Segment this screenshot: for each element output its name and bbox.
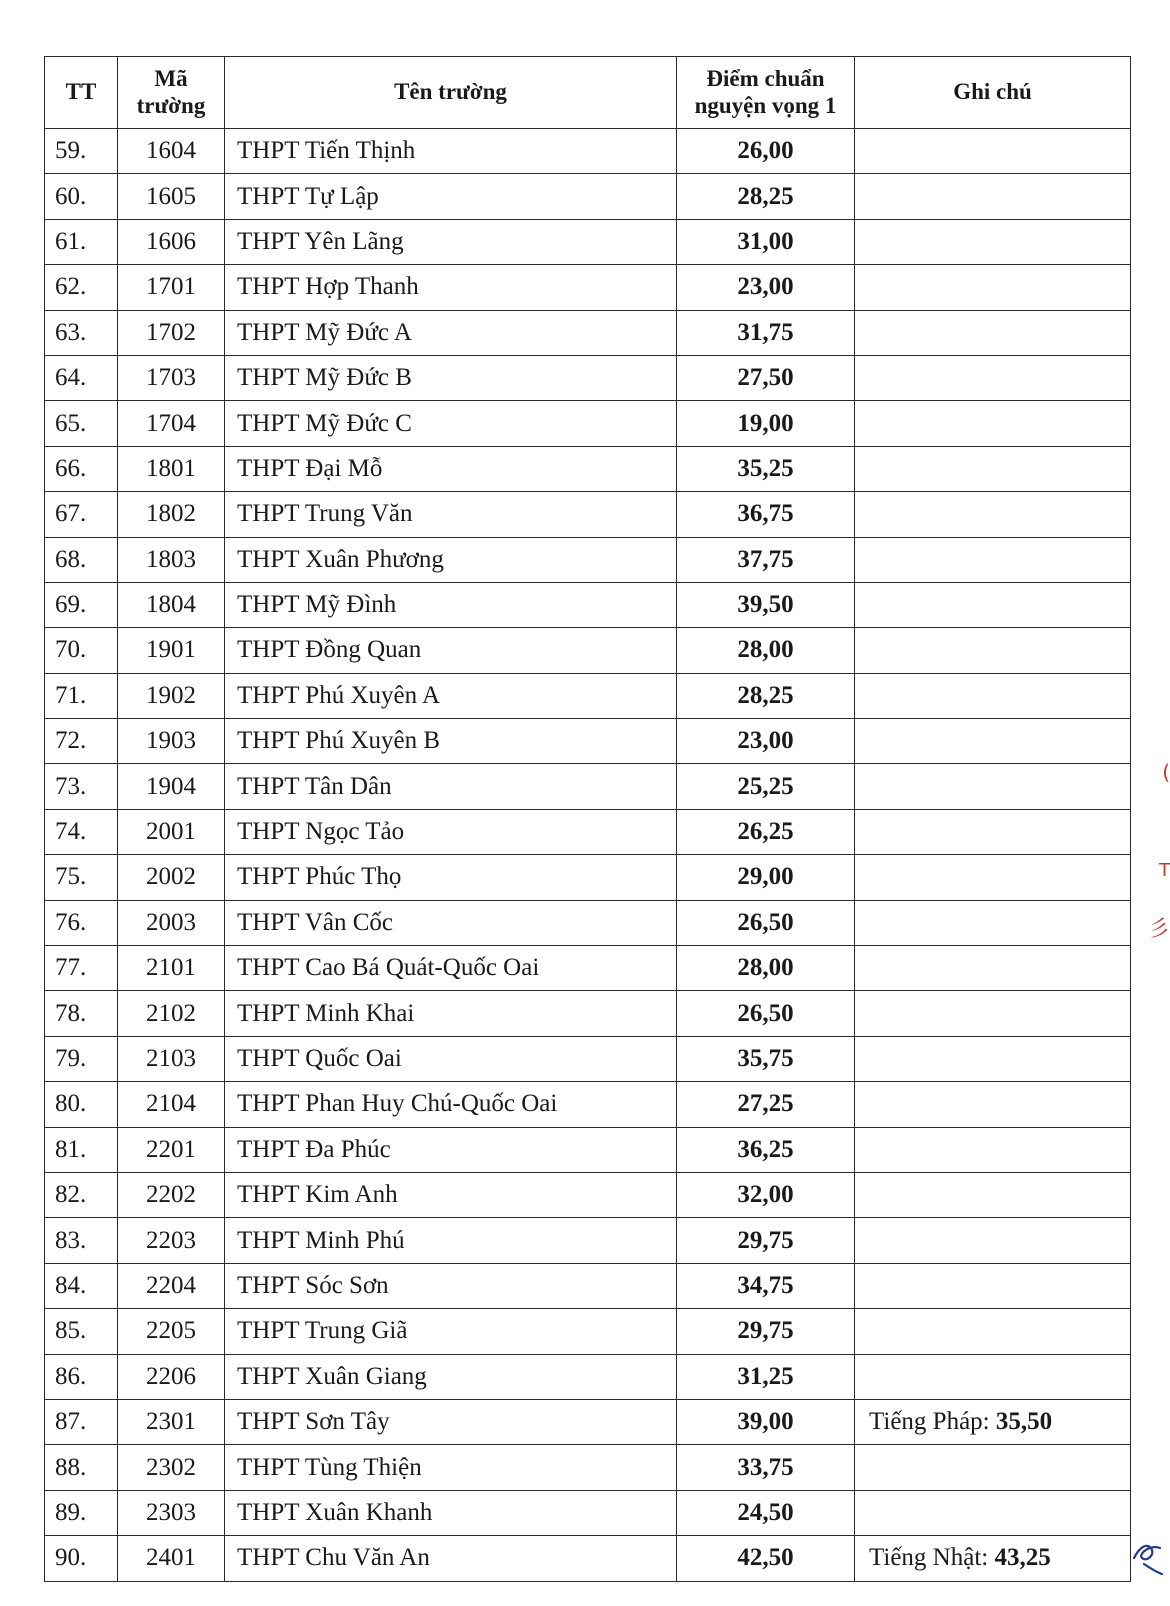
cell-tt: 65.: [45, 401, 118, 446]
cell-school-code: 1903: [118, 719, 225, 764]
table-row: [45, 1127, 1131, 1172]
cell-school-code: 1604: [118, 129, 225, 174]
cell-score: 35,25: [677, 446, 855, 491]
header-score: [677, 57, 855, 129]
table-row: [45, 1082, 1131, 1127]
cell-note: [855, 265, 1131, 310]
cell-note: [855, 1490, 1131, 1535]
table-row: [45, 719, 1131, 764]
cell-tt: 82.: [45, 1172, 118, 1217]
cell-tt: 73.: [45, 764, 118, 809]
table-row: [45, 219, 1131, 264]
cell-school-name: THPT Đại Mỗ: [225, 446, 677, 491]
cell-school-name: THPT Sóc Sơn: [225, 1263, 677, 1308]
cell-school-name: THPT Tùng Thiện: [225, 1445, 677, 1490]
cell-school-name: THPT Phú Xuyên A: [225, 673, 677, 718]
cell-score: 26,50: [677, 991, 855, 1036]
cell-school-name: THPT Đa Phúc: [225, 1127, 677, 1172]
cell-score: 37,75: [677, 537, 855, 582]
cell-school-name: THPT Kim Anh: [225, 1172, 677, 1217]
cell-note: [855, 310, 1131, 355]
cell-score: 26,00: [677, 129, 855, 174]
table-row: [45, 582, 1131, 627]
cell-school-name: THPT Vân Cốc: [225, 900, 677, 945]
cell-school-name: THPT Minh Khai: [225, 991, 677, 1036]
table-row: [45, 991, 1131, 1036]
cell-tt: 67.: [45, 492, 118, 537]
table-row: [45, 673, 1131, 718]
cell-tt: 81.: [45, 1127, 118, 1172]
cell-tt: 75.: [45, 855, 118, 900]
table-row: [45, 492, 1131, 537]
table-row: [45, 900, 1131, 945]
cell-tt: 89.: [45, 1490, 118, 1535]
table-row: [45, 855, 1131, 900]
table-row: [45, 174, 1131, 219]
cell-note: [855, 174, 1131, 219]
cell-school-code: 1702: [118, 310, 225, 355]
cell-school-code: 1804: [118, 582, 225, 627]
header-code-line2: trường: [136, 92, 206, 118]
cell-school-code: 1701: [118, 265, 225, 310]
cell-note: [855, 900, 1131, 945]
note-value: 43,25: [994, 1544, 1051, 1572]
cell-score: 31,00: [677, 219, 855, 264]
cell-score: 19,00: [677, 401, 855, 446]
header-code-line1: Mã: [154, 66, 188, 92]
cell-school-name: THPT Sơn Tây: [225, 1399, 677, 1444]
table-row: [45, 1354, 1131, 1399]
cell-school-code: 2301: [118, 1399, 225, 1444]
cell-score: 23,00: [677, 719, 855, 764]
cell-score: 35,75: [677, 1036, 855, 1081]
cell-score: 42,50: [677, 1536, 855, 1581]
cell-note: [855, 401, 1131, 446]
cell-tt: 59.: [45, 129, 118, 174]
cell-school-name: THPT Mỹ Đức B: [225, 355, 677, 400]
stamp-fragment: T: [1159, 860, 1170, 881]
cell-school-code: 2002: [118, 855, 225, 900]
cell-school-code: 2303: [118, 1490, 225, 1535]
header-note: [855, 57, 1131, 129]
cell-note: [855, 1263, 1131, 1308]
table-row: [45, 809, 1131, 854]
cell-tt: 76.: [45, 900, 118, 945]
cell-school-code: 2103: [118, 1036, 225, 1081]
cell-school-code: 2003: [118, 900, 225, 945]
header-code: [118, 57, 225, 129]
cell-school-code: 1902: [118, 673, 225, 718]
cell-note: [855, 582, 1131, 627]
cell-school-code: 1801: [118, 446, 225, 491]
cell-school-code: 1704: [118, 401, 225, 446]
cell-score: 36,75: [677, 492, 855, 537]
cell-school-code: 2202: [118, 1172, 225, 1217]
cell-school-name: THPT Đồng Quan: [225, 628, 677, 673]
cell-school-name: THPT Trung Giã: [225, 1309, 677, 1354]
cell-tt: 70.: [45, 628, 118, 673]
cell-note: [855, 1082, 1131, 1127]
cell-tt: 88.: [45, 1445, 118, 1490]
cell-score: 23,00: [677, 265, 855, 310]
table-row: [45, 129, 1131, 174]
header-name-label: Tên trường: [394, 79, 507, 105]
cell-tt: 69.: [45, 582, 118, 627]
cell-school-code: 2204: [118, 1263, 225, 1308]
cell-school-code: 2101: [118, 946, 225, 991]
cell-tt: 72.: [45, 719, 118, 764]
table-body: [45, 129, 1131, 1582]
cell-score: 26,50: [677, 900, 855, 945]
cell-note: [855, 719, 1131, 764]
cell-tt: 71.: [45, 673, 118, 718]
cell-tt: 85.: [45, 1309, 118, 1354]
table-row: [45, 764, 1131, 809]
table-row: [45, 1036, 1131, 1081]
cell-school-name: THPT Xuân Khanh: [225, 1490, 677, 1535]
header-score-line1: Điểm chuẩn: [706, 66, 825, 92]
cell-score: 39,00: [677, 1399, 855, 1444]
cell-tt: 63.: [45, 310, 118, 355]
cell-school-name: THPT Phúc Thọ: [225, 855, 677, 900]
header-row: [45, 57, 1131, 129]
table-row: [45, 310, 1131, 355]
cell-school-code: 1901: [118, 628, 225, 673]
table-row: [45, 446, 1131, 491]
table-header: [45, 57, 1131, 129]
cell-note: [855, 219, 1131, 264]
cell-school-code: 2302: [118, 1445, 225, 1490]
table-row: [45, 1536, 1131, 1581]
cell-school-code: 2102: [118, 991, 225, 1036]
cell-school-code: 1606: [118, 219, 225, 264]
cell-school-code: 1904: [118, 764, 225, 809]
cell-school-name: THPT Mỹ Đình: [225, 582, 677, 627]
cell-note: [855, 855, 1131, 900]
cell-score: 36,25: [677, 1127, 855, 1172]
stamp-fragment: (: [1162, 760, 1170, 784]
cell-tt: 79.: [45, 1036, 118, 1081]
cell-note: [855, 446, 1131, 491]
cell-school-code: 2201: [118, 1127, 225, 1172]
cell-school-name: THPT Minh Phú: [225, 1218, 677, 1263]
cell-score: 25,25: [677, 764, 855, 809]
cell-school-name: THPT Xuân Phương: [225, 537, 677, 582]
cell-score: 29,75: [677, 1218, 855, 1263]
table-row: [45, 401, 1131, 446]
cell-school-code: 2401: [118, 1536, 225, 1581]
cell-note: [855, 1127, 1131, 1172]
cell-school-name: THPT Yên Lãng: [225, 219, 677, 264]
cell-tt: 84.: [45, 1263, 118, 1308]
cell-note: [855, 991, 1131, 1036]
cell-school-name: THPT Mỹ Đức C: [225, 401, 677, 446]
cell-note: [855, 673, 1131, 718]
cell-score: 26,25: [677, 809, 855, 854]
cell-note: [855, 1218, 1131, 1263]
cell-note: [855, 946, 1131, 991]
cell-note: [855, 628, 1131, 673]
note-value: 35,50: [995, 1408, 1053, 1436]
cell-school-code: 2104: [118, 1082, 225, 1127]
cell-note: [855, 1536, 1131, 1581]
cell-note: [855, 492, 1131, 537]
cell-score: 28,00: [677, 628, 855, 673]
cell-school-code: 1803: [118, 537, 225, 582]
cell-school-code: 2206: [118, 1354, 225, 1399]
cell-score: 31,25: [677, 1354, 855, 1399]
cell-tt: 68.: [45, 537, 118, 582]
cell-note: [855, 1354, 1131, 1399]
cell-note: [855, 1399, 1131, 1444]
cell-tt: 77.: [45, 946, 118, 991]
cell-score: 29,00: [677, 855, 855, 900]
table-row: [45, 1399, 1131, 1444]
cell-score: 27,25: [677, 1082, 855, 1127]
cell-score: 28,00: [677, 946, 855, 991]
cell-school-name: THPT Quốc Oai: [225, 1036, 677, 1081]
cell-tt: 66.: [45, 446, 118, 491]
table-row: [45, 1445, 1131, 1490]
cell-school-code: 1605: [118, 174, 225, 219]
cell-school-name: THPT Chu Văn An: [225, 1536, 677, 1581]
cell-school-name: THPT Trung Văn: [225, 492, 677, 537]
cell-school-code: 2001: [118, 809, 225, 854]
cell-school-code: 1802: [118, 492, 225, 537]
cell-score: 33,75: [677, 1445, 855, 1490]
cell-tt: 62.: [45, 265, 118, 310]
cell-school-name: THPT Cao Bá Quát-Quốc Oai: [225, 946, 677, 991]
cell-score: 34,75: [677, 1263, 855, 1308]
cell-score: 24,50: [677, 1490, 855, 1535]
table-row: [45, 1309, 1131, 1354]
cell-note: [855, 1309, 1131, 1354]
cell-school-name: THPT Xuân Giang: [225, 1354, 677, 1399]
header-note-label: Ghi chú: [953, 79, 1032, 105]
table-row: [45, 265, 1131, 310]
cell-tt: 80.: [45, 1082, 118, 1127]
cell-tt: 86.: [45, 1354, 118, 1399]
cell-school-name: THPT Mỹ Đức A: [225, 310, 677, 355]
cell-note: [855, 537, 1131, 582]
cell-school-name: THPT Hợp Thanh: [225, 265, 677, 310]
cell-school-name: THPT Phú Xuyên B: [225, 719, 677, 764]
cell-score: 31,75: [677, 310, 855, 355]
cell-note: [855, 764, 1131, 809]
cell-school-code: 1703: [118, 355, 225, 400]
cell-score: 32,00: [677, 1172, 855, 1217]
cell-tt: 60.: [45, 174, 118, 219]
cell-school-code: 2205: [118, 1309, 225, 1354]
note-label: Tiếng Nhật:: [869, 1544, 995, 1572]
cell-tt: 78.: [45, 991, 118, 1036]
cell-school-name: THPT Tiến Thịnh: [225, 129, 677, 174]
table-row: [45, 355, 1131, 400]
cell-school-name: THPT Ngọc Tảo: [225, 809, 677, 854]
table-row: [45, 1490, 1131, 1535]
header-name: [225, 57, 677, 129]
cell-tt: 74.: [45, 809, 118, 854]
cell-score: 28,25: [677, 174, 855, 219]
cell-tt: 61.: [45, 219, 118, 264]
table-row: [45, 1218, 1131, 1263]
cell-score: 29,75: [677, 1309, 855, 1354]
header-score-line2: nguyện vọng 1: [694, 92, 837, 118]
cell-note: [855, 1445, 1131, 1490]
score-table: [44, 56, 1131, 1582]
cell-tt: 87.: [45, 1399, 118, 1444]
table-row: [45, 1172, 1131, 1217]
cell-note: [855, 809, 1131, 854]
table-row: [45, 628, 1131, 673]
cell-note: [855, 1036, 1131, 1081]
stamp-fragment: 彡: [1147, 917, 1170, 942]
table-row: [45, 1263, 1131, 1308]
cell-score: 27,50: [677, 355, 855, 400]
header-tt: [45, 57, 118, 129]
cell-school-name: THPT Phan Huy Chú-Quốc Oai: [225, 1082, 677, 1127]
cell-note: [855, 129, 1131, 174]
cell-tt: 64.: [45, 355, 118, 400]
cell-school-name: THPT Tự Lập: [225, 174, 677, 219]
cell-score: 39,50: [677, 582, 855, 627]
cell-tt: 90.: [45, 1536, 118, 1581]
cell-school-name: THPT Tân Dân: [225, 764, 677, 809]
note-label: Tiếng Pháp:: [869, 1408, 996, 1436]
cell-note: [855, 1172, 1131, 1217]
cell-score: 28,25: [677, 673, 855, 718]
header-tt-label: TT: [65, 79, 97, 105]
cell-note: [855, 355, 1131, 400]
table-row: [45, 946, 1131, 991]
cell-tt: 83.: [45, 1218, 118, 1263]
table-row: [45, 537, 1131, 582]
signature-icon: [1130, 1528, 1164, 1578]
cell-school-code: 2203: [118, 1218, 225, 1263]
